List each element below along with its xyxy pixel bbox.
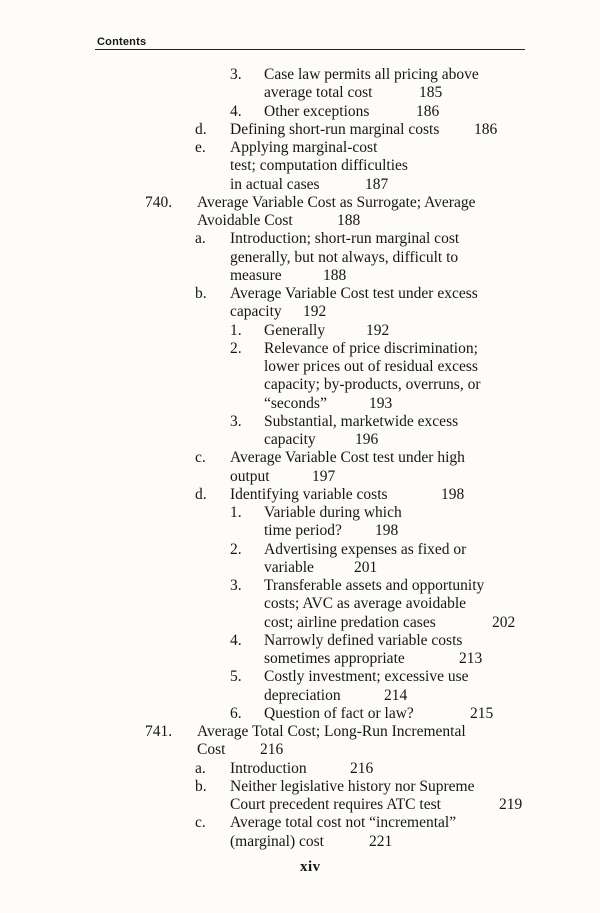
toc-page-number: 188 [323, 266, 347, 284]
toc-entry-text: depreciation [264, 686, 341, 704]
toc-entry-text: Defining short-run marginal costs [230, 120, 440, 138]
toc-entry-text: Average total cost not “incremental” [230, 814, 457, 832]
toc-entry-text: lower prices out of residual excess [264, 358, 478, 375]
toc-entry-label: 1. [230, 321, 242, 339]
toc-page-number: 187 [365, 175, 389, 193]
running-head: Contents [97, 36, 147, 48]
toc-entry-label: 740. [145, 193, 173, 211]
toc-entry-text: average total cost [264, 84, 373, 102]
toc-entry-text: Identifying variable costs [230, 485, 388, 503]
toc-page-number: 186 [416, 102, 440, 120]
toc-entry-label: 4. [230, 631, 242, 649]
toc-entry-text: Costly investment; excessive use [264, 668, 469, 686]
toc-entry-text: Generally [264, 321, 326, 339]
toc-page-number: 198 [441, 485, 465, 503]
toc-entry-label: 6. [230, 704, 242, 722]
toc-entry-text: Court precedent requires ATC test [230, 796, 441, 813]
toc-entry-text: Substantial, marketwide excess [264, 412, 459, 430]
toc-entry-text: test; computation difficulties [230, 157, 408, 175]
toc-entry-label: 741. [145, 723, 173, 740]
toc-page-number: 185 [419, 84, 443, 102]
toc-entry-text: Narrowly defined variable costs [264, 631, 463, 649]
toc-entry-text: Neither legislative history nor Supreme [230, 777, 475, 795]
toc-entry-text: Cost [197, 741, 226, 759]
toc-page-number: 201 [354, 558, 378, 576]
toc-page-number: 188 [337, 212, 361, 229]
toc-entry-label: 2. [230, 540, 242, 558]
toc-page-number: 214 [384, 686, 408, 704]
toc-page-number: 198 [375, 522, 399, 540]
toc-entry-text: time period? [264, 522, 342, 540]
toc-entry-text: capacity [230, 303, 282, 321]
toc-entry-text: Case law permits all pricing above [264, 66, 479, 83]
toc-entry-text: Average Variable Cost as Surrogate; Average [197, 193, 476, 211]
toc-entry-label: 5. [230, 668, 242, 686]
toc-entry-text: output [230, 467, 270, 485]
toc-page-number: 192 [303, 303, 327, 321]
toc-entry-text: capacity [264, 431, 316, 448]
toc-page-number: 216 [260, 741, 284, 759]
toc-entry-text: Average Variable Cost test under excess [230, 285, 478, 302]
toc-entry-text: measure [230, 266, 282, 284]
toc-entry-text: Other exceptions [264, 102, 370, 120]
toc-entry-text: (marginal) cost [230, 832, 324, 850]
toc-entry-text: in actual cases [230, 175, 320, 193]
toc-entry-text: Relevance of price discrimination; [264, 339, 478, 357]
toc-entry-text: Introduction [230, 759, 307, 777]
toc-entry-text: sometimes appropriate [264, 650, 405, 667]
toc-entry-label: 3. [230, 577, 242, 594]
toc-page-number: 213 [459, 650, 483, 667]
toc-page-number: 202 [492, 613, 516, 631]
toc-entry-label: d. [195, 120, 207, 138]
toc-page-number: 192 [366, 321, 390, 339]
toc-entry-text: generally, but not always, difficult to [230, 248, 459, 266]
page-folio: xiv [300, 859, 321, 875]
toc-page-number: 216 [350, 759, 374, 777]
toc-entry-text: Advertising expenses as fixed or [264, 540, 467, 558]
toc-entry-label: 1. [230, 504, 242, 521]
toc-page-number: 196 [355, 431, 379, 448]
toc-entry-text: “seconds” [264, 394, 327, 412]
toc-entry-text: Transferable assets and opportunity [264, 577, 485, 594]
toc-entry-label: 3. [230, 412, 242, 430]
toc-entry-label: 4. [230, 102, 242, 120]
toc-entry-label: c. [195, 449, 206, 467]
toc-entry-text: costs; AVC as average avoidable [264, 595, 467, 613]
toc-entry-text: Average Total Cost; Long-Run Incremental [197, 723, 466, 740]
toc-entry-label: 3. [230, 66, 242, 83]
toc-entry-text: Average Variable Cost test under high [230, 449, 465, 467]
toc-entry-text: Avoidable Cost [197, 212, 293, 229]
toc-entry-label: d. [195, 485, 207, 503]
toc-entry-text: Variable during which [264, 504, 402, 521]
toc-entry-text: variable [264, 558, 314, 576]
toc-entry-label: a. [195, 230, 206, 248]
toc-entry-label: b. [195, 777, 207, 795]
toc-entry-label: a. [195, 759, 206, 777]
header-rule [95, 49, 525, 50]
toc-entry-text: cost; airline predation cases [264, 613, 436, 631]
toc-page-number: 197 [312, 467, 336, 485]
toc-entry-text: Applying marginal-cost [230, 139, 378, 156]
toc-entry-label: c. [195, 814, 206, 832]
toc-entry-text: capacity; by-products, overruns, or [264, 376, 481, 394]
toc-entry-label: e. [195, 139, 206, 156]
toc-page-number: 193 [369, 394, 393, 412]
toc-page-number: 219 [499, 796, 523, 813]
toc-entry-text: Introduction; short-run marginal cost [230, 230, 460, 248]
toc-page-number: 221 [369, 832, 393, 850]
toc-page-number: 186 [474, 120, 498, 138]
toc-entry-label: 2. [230, 339, 242, 357]
toc-entry-label: b. [195, 285, 207, 302]
toc-entry-text: Question of fact or law? [264, 704, 414, 722]
toc-page-number: 215 [470, 704, 494, 722]
